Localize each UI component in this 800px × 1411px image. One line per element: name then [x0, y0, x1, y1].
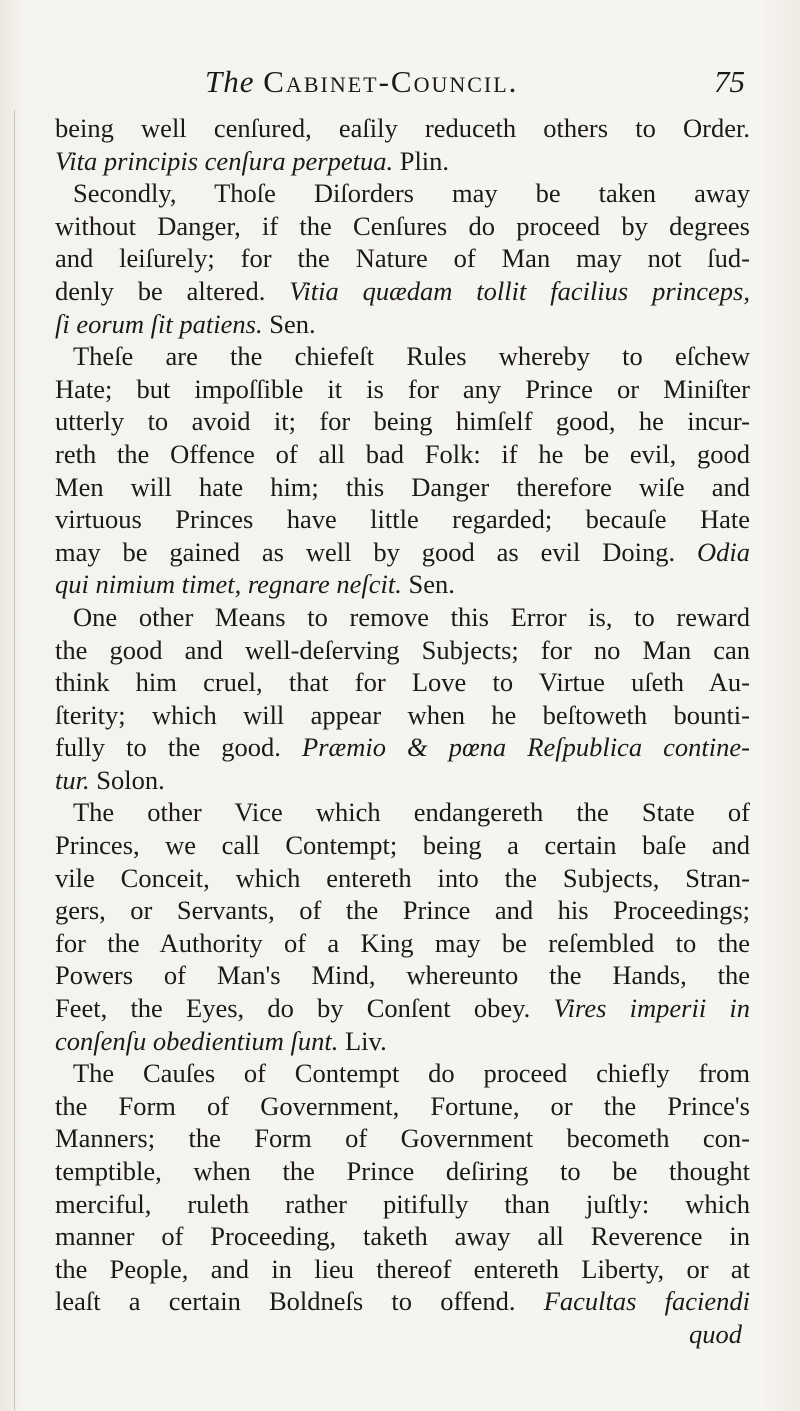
text-line-main: conſenſu obedientium ſunt.	[55, 1025, 339, 1056]
text-line-main: leaſt a certain Boldneſs to offend.	[55, 1286, 516, 1317]
text-line-main: denly be altered.	[55, 275, 266, 306]
text-line	[55, 145, 750, 178]
running-head-main: Cabinet-Council.	[263, 64, 519, 99]
text-line-main: Theſe are the chiefeſt Rules whereby to eſchew	[73, 341, 750, 372]
page-number: 75	[714, 64, 745, 99]
text-line-main: the good and well-deſerving Subjects; for no Man can	[55, 634, 750, 665]
text-line	[55, 862, 750, 895]
text-line	[55, 1220, 750, 1253]
text-line	[55, 405, 750, 438]
text-line	[55, 731, 750, 764]
text-line	[55, 536, 750, 569]
text-line	[55, 242, 750, 275]
text-line-main: gers, or Servants, of the Prince and his Proceedings;	[55, 895, 750, 926]
text-line-main: Vita principis cenſura perpetua.	[55, 145, 394, 176]
text-line-main: Powers of Man's Mind, whereunto the Hands, the	[55, 960, 750, 991]
text-line-latin: Vires imperii in	[530, 993, 750, 1024]
text-line	[55, 666, 750, 699]
catchword: quod	[689, 1318, 742, 1349]
text-line	[55, 1155, 750, 1188]
text-line-latin: Præmio & pœna Reſpublica contine-	[280, 732, 750, 763]
text-line	[55, 829, 750, 862]
text-line-main: Hate; but impoſſible it is for any Prince or Miniſter	[55, 373, 750, 404]
text-line-main: the Form of Government, Fortune, or the Prince's	[55, 1090, 750, 1121]
text-line	[55, 927, 750, 960]
text-line	[55, 568, 750, 601]
text-line-citation: Solon.	[89, 764, 165, 795]
text-line-main: for the Authority of a King may be reſembled to the	[55, 927, 750, 958]
text-line	[55, 1253, 750, 1286]
text-line	[55, 373, 750, 406]
text-line	[55, 764, 750, 797]
text-line	[55, 796, 750, 829]
text-line	[55, 503, 750, 536]
text-line-main: Manners; the Form of Government becometh con-	[55, 1123, 750, 1154]
text-line-main: being well cenſured, eaſily reduceth others to Order.	[55, 113, 750, 143]
text-line-main: Men will hate him; this Danger therefore wiſe and	[55, 471, 750, 502]
text-line-main: virtuous Princes have little regarded; becauſe Hate	[55, 504, 750, 535]
running-head	[0, 64, 800, 104]
text-line-main: fully to the good.	[55, 732, 281, 763]
text-line-main: and leiſurely; for the Nature of Man may not ſud-	[55, 243, 750, 274]
text-line	[55, 340, 750, 373]
text-line	[55, 471, 750, 504]
text-line	[55, 959, 750, 992]
text-line	[55, 177, 750, 210]
text-line-main: qui nimium timet, regnare neſcit.	[55, 569, 402, 600]
text-line	[55, 1025, 750, 1058]
text-line-main: vile Conceit, which entereth into the Subjects, Stran-	[55, 862, 750, 893]
text-line	[55, 894, 750, 927]
text-line	[55, 601, 750, 634]
text-line-main: may be gained as well by good as evil Doing.	[55, 536, 676, 567]
text-line-main: utterly to avoid it; for being himſelf good, he incur-	[55, 406, 750, 437]
text-line-main: ſterity; which will appear when he beſtoweth bounti-	[55, 699, 750, 730]
text-line-main: without Danger, if the Cenſures do proceed by degrees	[55, 210, 750, 241]
text-line	[55, 992, 750, 1025]
text-line-citation: Plin.	[393, 145, 450, 176]
text-line	[55, 1188, 750, 1221]
text-line	[55, 275, 750, 308]
text-line-citation: Sen.	[401, 569, 455, 600]
text-line-citation: Liv.	[338, 1025, 387, 1056]
text-line	[55, 112, 750, 145]
text-line	[55, 1285, 750, 1318]
text-line	[55, 699, 750, 732]
text-line-main: Feet, the Eyes, do by Conſent obey.	[55, 993, 531, 1024]
text-line-main: temptible, when the Prince deſiring to be thought	[55, 1156, 750, 1186]
text-line-main: tur.	[55, 764, 90, 795]
text-line	[55, 1057, 750, 1090]
text-line-main: Princes, we call Contempt; being a certain baſe and	[55, 830, 750, 861]
text-line	[55, 308, 750, 341]
text-line-main: Secondly, Thoſe Diſorders may be taken away	[73, 178, 750, 209]
text-line	[55, 438, 750, 471]
running-head-prefix: The	[205, 64, 255, 99]
text-line-main: the People, and in lieu thereof entereth Liberty, or at	[55, 1253, 750, 1284]
text-line-main: reth the Offence of all bad Folk: if he be evil, good	[55, 438, 750, 469]
text-line-latin: Vitia quædam tollit facilius princeps,	[265, 275, 750, 306]
text-line	[55, 1090, 750, 1123]
text-line	[55, 634, 750, 667]
text-line-main: manner of Proceeding, taketh away all Reverence in	[55, 1221, 750, 1252]
text-line-main: The Cauſes of Contempt do proceed chiefly from	[73, 1058, 750, 1089]
text-line-main: think him cruel, that for Love to Virtue uſeth Au-	[55, 667, 750, 698]
text-line-latin: Facultas faciendi	[515, 1286, 750, 1317]
text-line-main: One other Means to remove this Error is, to reward	[73, 601, 750, 632]
gutter-shadow	[14, 110, 15, 1410]
text-line	[55, 1122, 750, 1155]
text-line	[55, 210, 750, 243]
text-line-main: The other Vice which endangereth the State of	[73, 797, 750, 828]
text-line-citation: Sen.	[262, 308, 316, 339]
body-text	[55, 112, 750, 1351]
running-head-title	[205, 64, 518, 100]
text-line-latin: Odia	[675, 536, 750, 567]
text-line-main: merciful, ruleth rather pitifully than juſtly: which	[55, 1188, 750, 1219]
text-line-main: ſi eorum ſit patiens.	[55, 308, 263, 339]
